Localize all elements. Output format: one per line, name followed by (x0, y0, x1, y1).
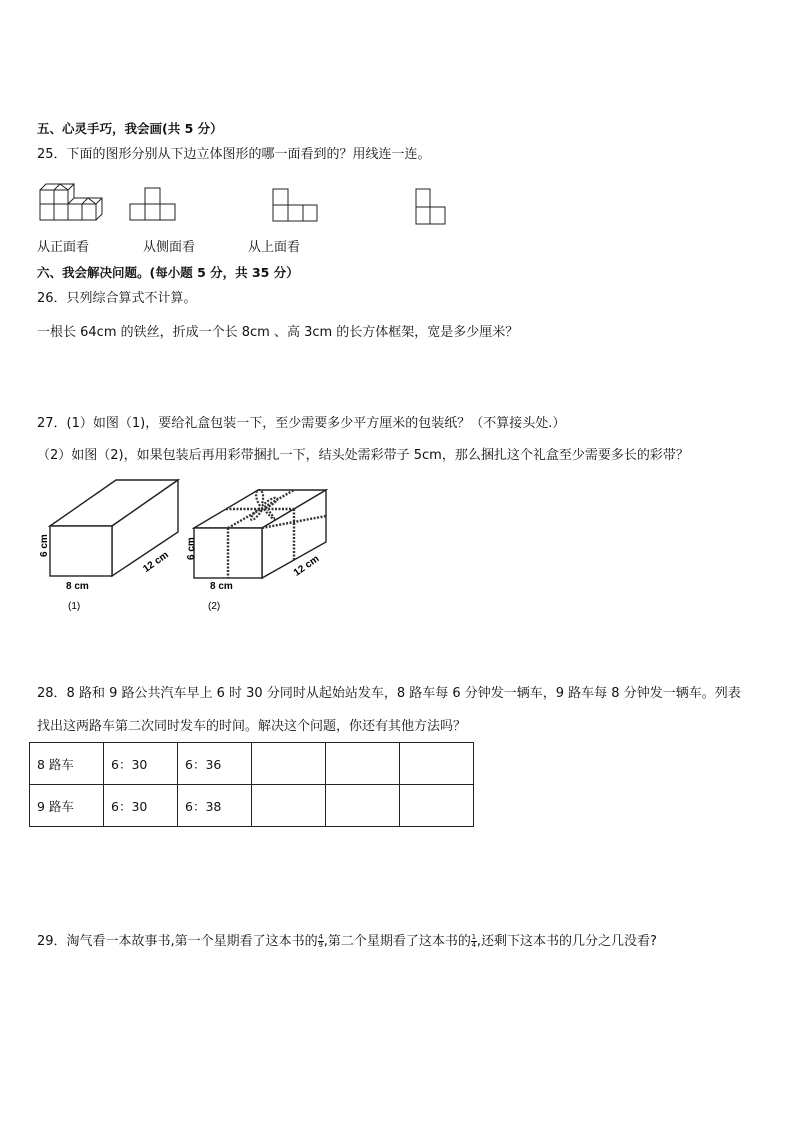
section6-heading: 六、我会解决问题。(每小题 5 分，共 35 分） (37, 265, 299, 280)
fig1-length-label: 8 cm (66, 581, 89, 592)
fig2-width-label: 12 cm (291, 553, 322, 579)
q29-part2: ,第二个星期看了这本书的 (323, 934, 471, 949)
question-28-line2: 找出这两路车第二次同时发车的时间。解决这个问题，你还有其他方法吗？ (37, 719, 467, 734)
fig2-height-label: 6 cm (186, 537, 197, 560)
table-cell: 6：38 (178, 785, 252, 827)
box-figure-1 (30, 476, 200, 616)
table-cell: 6：36 (178, 743, 252, 785)
section5-heading: 五、心灵手巧，我会画(共 5 分） (37, 121, 223, 136)
table-cell[interactable] (326, 743, 400, 785)
view-label-front: 从正面看 (37, 240, 90, 255)
table-cell: 6：30 (104, 785, 178, 827)
view-shape-3 (415, 188, 447, 226)
view-label-top: 从上面看 (248, 240, 301, 255)
fig2-caption: (2) (208, 601, 221, 612)
table-cell[interactable] (326, 785, 400, 827)
table-cell[interactable] (252, 743, 326, 785)
table-cell[interactable] (400, 785, 474, 827)
view-shape-2 (272, 188, 318, 222)
question-25-text: 25．下面的图形分别从下边立体图形的哪一面看到的？用线连一连。 (37, 147, 431, 162)
q29-part3: ,还剩下这本书的几分之几没看? (476, 934, 657, 949)
frac2-denominator: 4 (471, 941, 477, 949)
table-cell: 8 路车 (30, 743, 104, 785)
solid-figure (38, 180, 102, 224)
fig1-caption: (1) (68, 601, 81, 612)
fig1-width-label: 12 cm (141, 549, 171, 575)
fig1-height-label: 6 cm (39, 534, 50, 557)
frac1-numerator: 4 (318, 933, 323, 941)
table-cell[interactable] (252, 785, 326, 827)
question-26-text: 一根长 64cm 的铁丝，折成一个长 8cm 、高 3cm 的长方体框架，宽是多少厘米？ (37, 325, 519, 340)
view-shape-1 (130, 187, 176, 221)
table-row (30, 785, 474, 827)
fig2-length-label: 8 cm (210, 581, 233, 592)
table-cell: 6：30 (104, 743, 178, 785)
question-27-line2: （2）如图（2)，如果包装后再用彩带捆扎一下，结头处需彩带子 5cm，那么捆扎这个礼盒至少需要多长的彩带？ (37, 448, 689, 463)
q29-part1: 29．淘气看一本故事书,第一个星期看了这本书的 (37, 934, 318, 949)
frac2-numerator: 1 (471, 933, 477, 941)
question-29-text (37, 934, 657, 950)
box-figure-2 (176, 476, 346, 616)
bus-schedule-table (29, 742, 474, 827)
view-label-side: 从侧面看 (143, 240, 196, 255)
question-28-line1: 28．8 路和 9 路公共汽车早上 6 时 30 分同时从起始站发车，8 路车每 6 分钟发一辆车，9 路车每 8 分钟发一辆车。列表 (37, 686, 741, 701)
question-27-line1: 27．(1）如图（1)，要给礼盒包装一下，至少需要多少平方厘米的包装纸？（不算接头处.） (37, 416, 566, 431)
question-26-instruction: 26．只列综合算式不计算。 (37, 291, 197, 306)
table-row (30, 743, 474, 785)
frac1-denominator: 9 (318, 941, 323, 949)
table-cell: 9 路车 (30, 785, 104, 827)
table-cell[interactable] (400, 743, 474, 785)
